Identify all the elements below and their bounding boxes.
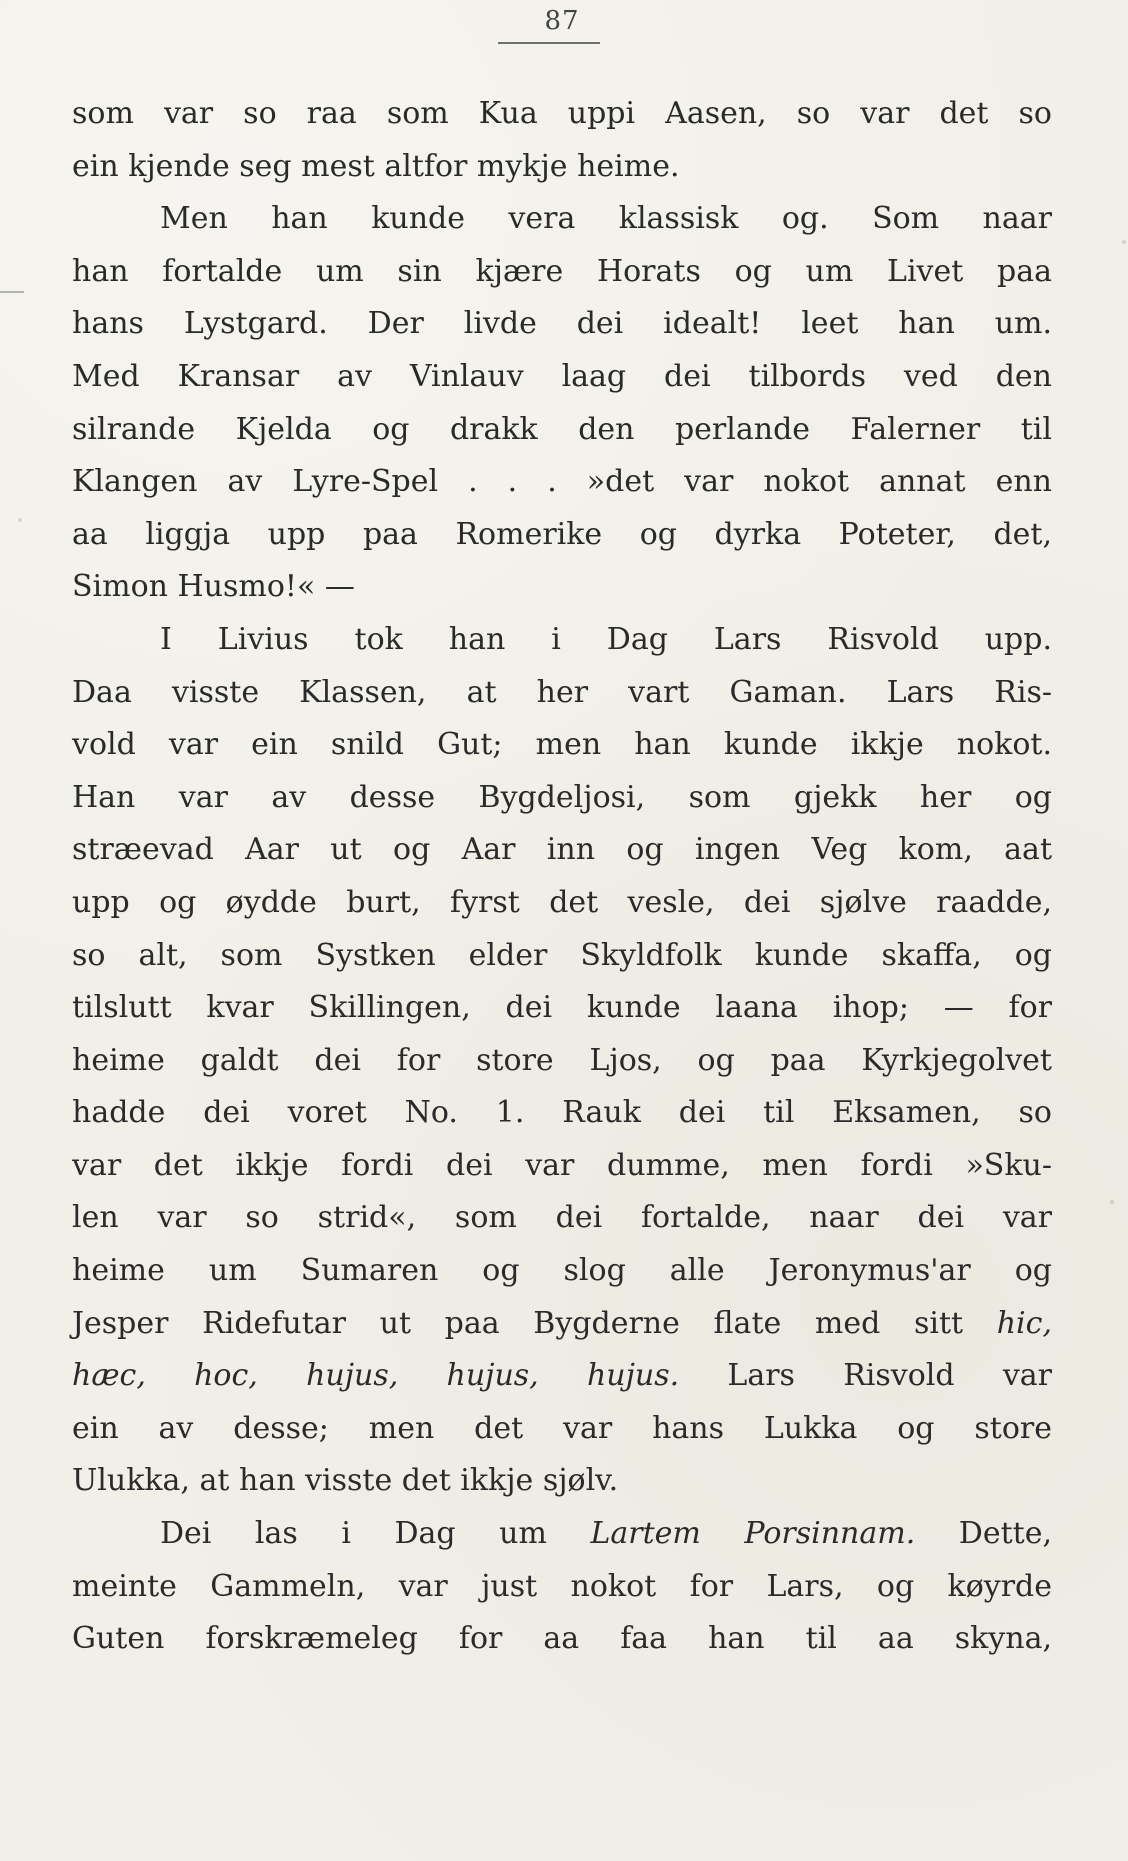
text-segment: Men han kunde vera klassisk og. Som naar	[160, 201, 1052, 237]
text-segment: Jesper Ridefutar ut paa Bygderne flate med sitt	[72, 1305, 997, 1341]
text-line	[72, 824, 1052, 877]
text-line	[72, 1350, 1052, 1403]
text-line	[72, 561, 1052, 614]
text-segment: Simon Husmo!« —	[72, 569, 355, 605]
text-line	[72, 1245, 1052, 1298]
text-line	[72, 298, 1052, 351]
paper-speck	[1122, 240, 1126, 244]
text-line	[72, 246, 1052, 299]
text-line	[72, 930, 1052, 983]
text-line	[72, 614, 1052, 667]
text-line	[72, 1613, 1052, 1666]
text-segment: len var so strid«, som dei fortalde, naar dei var	[72, 1200, 1052, 1236]
text-segment: Med Kransar av Vinlauv laag dei tilbords ved den	[72, 358, 1052, 394]
text-line	[72, 193, 1052, 246]
text-line	[72, 877, 1052, 930]
italic-text-segment: hæc, hoc, hujus, hujus, hujus.	[72, 1358, 680, 1394]
page-number-rule	[498, 42, 600, 44]
text-segment: Han var av desse Bygdeljosi, som gjekk her og	[72, 779, 1052, 815]
text-line	[72, 667, 1052, 720]
text-line	[72, 1087, 1052, 1140]
text-line	[72, 1403, 1052, 1456]
text-segment: meinte Gammeln, var just nokot for Lars, og køyrde	[72, 1568, 1052, 1604]
text-segment: Ulukka, at han visste det ikkje sjølv.	[72, 1463, 619, 1499]
text-line	[72, 351, 1052, 404]
text-line	[72, 141, 1052, 194]
text-segment: var det ikkje fordi dei var dumme, men fordi »Sku-	[72, 1147, 1052, 1183]
text-segment: han fortalde um sin kjære Horats og um Livet paa	[72, 253, 1052, 289]
text-segment: Dei las i Dag um	[160, 1516, 591, 1552]
text-line	[72, 404, 1052, 457]
text-segment: upp og øydde burt, fyrst det vesle, dei sjølve raadde,	[72, 884, 1052, 920]
page-number: 87	[544, 6, 580, 36]
text-line	[72, 772, 1052, 825]
paper-speck	[1110, 1200, 1114, 1204]
text-segment: I Livius tok han i Dag Lars Risvold upp.	[160, 621, 1052, 657]
text-line	[72, 88, 1052, 141]
text-line	[72, 982, 1052, 1035]
text-line	[72, 1140, 1052, 1193]
text-line	[72, 1455, 1052, 1508]
italic-text-segment: Lartem Porsinnam.	[590, 1516, 916, 1552]
text-segment: heime galdt dei for store Ljos, og paa Kyrkjegolvet	[72, 1042, 1052, 1078]
text-segment: vold var ein snild Gut; men han kunde ikkje nokot.	[72, 727, 1052, 763]
text-line	[72, 456, 1052, 509]
paper-speck	[18, 518, 22, 522]
text-segment: Daa visste Klassen, at her vart Gaman. Lars Ris-	[72, 674, 1052, 710]
text-segment: Klangen av Lyre-Spel . . . »det var nokot annat enn	[72, 464, 1052, 500]
text-segment: Lars Risvold var	[679, 1358, 1052, 1394]
text-line	[72, 719, 1052, 772]
text-segment: heime um Sumaren og slog alle Jeronymus'ar og	[72, 1253, 1052, 1289]
text-segment: Guten forskræmeleg for aa faa han til aa skyna,	[72, 1621, 1052, 1657]
text-segment: aa liggja upp paa Romerike og dyrka Poteter, det,	[72, 516, 1052, 552]
text-segment: som var so raa som Kua uppi Aasen, so var det so	[72, 96, 1052, 131]
text-segment: ein kjende seg mest altfor mykje heime.	[72, 148, 680, 184]
main-text	[72, 88, 1052, 1666]
text-segment: hadde dei voret No. 1. Rauk dei til Eksamen, so	[72, 1095, 1052, 1131]
text-segment: silrande Kjelda og drakk den perlande Falerner til	[72, 411, 1052, 447]
text-segment: tilslutt kvar Skillingen, dei kunde laana ihop; — for	[72, 990, 1052, 1026]
text-line	[72, 1192, 1052, 1245]
text-line	[72, 1561, 1052, 1614]
text-line	[72, 1035, 1052, 1088]
text-line	[72, 1508, 1052, 1561]
text-segment: stræevad Aar ut og Aar inn og ingen Veg kom, aat	[72, 832, 1052, 868]
italic-text-segment: hic,	[996, 1305, 1052, 1341]
margin-mark	[0, 291, 24, 293]
text-segment: ein av desse; men det var hans Lukka og store	[72, 1410, 1052, 1446]
text-line	[72, 509, 1052, 562]
text-segment: so alt, som Systken elder Skyldfolk kunde skaffa, og	[72, 937, 1052, 973]
text-segment: Dette,	[915, 1516, 1052, 1552]
text-line	[72, 1298, 1052, 1351]
text-segment: hans Lystgard. Der livde dei idealt! leet han um.	[72, 306, 1052, 342]
